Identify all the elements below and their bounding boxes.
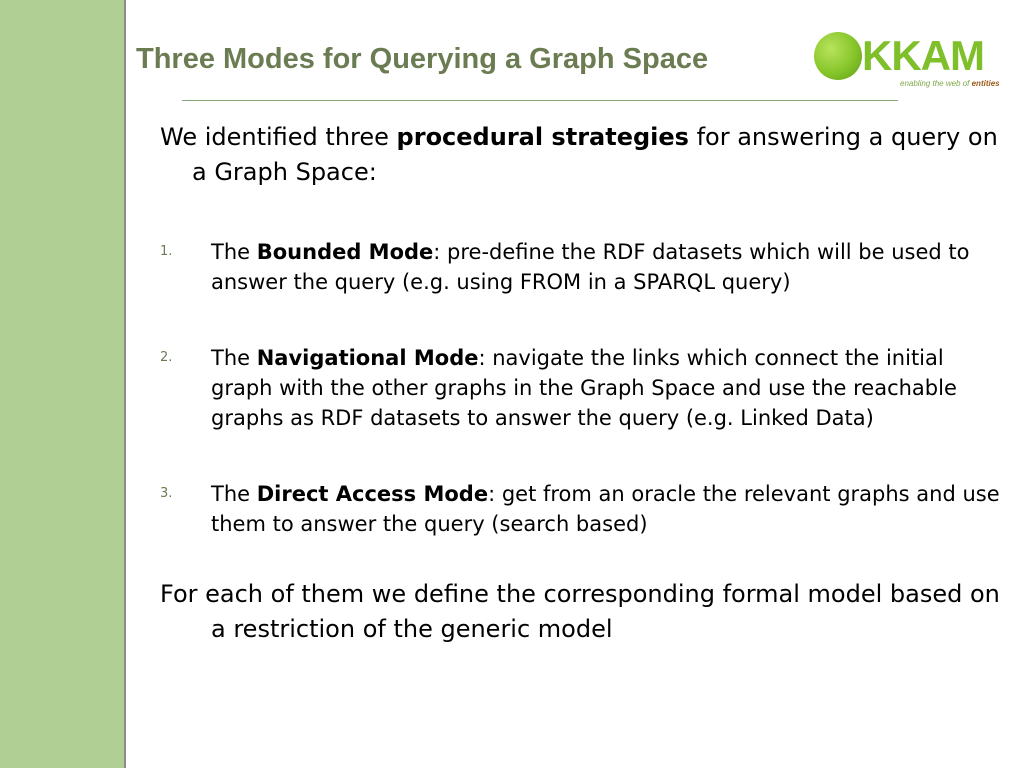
list-item-number: 1.	[160, 244, 173, 259]
left-sidebar-band	[0, 0, 126, 768]
list-item-number: 2.	[160, 350, 173, 365]
list-item-pre: The	[211, 482, 257, 506]
list-item-pre: The	[211, 240, 257, 264]
slide-title: Three Modes for Querying a Graph Space	[136, 43, 709, 75]
list-item-number: 3.	[160, 486, 173, 501]
list-item-description: : get from an oracle the relevant graphs and use them to answer the query (search based)	[211, 482, 1000, 536]
title-divider	[182, 100, 898, 101]
list-item-bounded-mode	[160, 237, 1000, 297]
intro-pre: We identified three	[160, 123, 397, 151]
logo-tagline-prefix: enabling the web of	[900, 79, 972, 88]
intro-paragraph	[160, 120, 1000, 190]
list-item-term: Bounded Mode	[256, 240, 434, 264]
list-item-term: Navigational Mode	[256, 346, 479, 370]
list-item-pre: The	[211, 346, 257, 370]
intro-bold: procedural strategies	[396, 123, 689, 151]
list-item-navigational-mode	[160, 343, 1000, 433]
okkam-logo	[812, 30, 1002, 92]
logo-tagline-bold: entities	[971, 79, 1000, 88]
logo-tagline	[900, 79, 1000, 89]
intro-post: for answering a query on a Graph Space:	[192, 123, 998, 186]
list-item-description: : navigate the links which connect the initial graph with the other graphs in the Graph Space and use the reachable graphs as RDF datasets to answer the query (e.g. Linked Data)	[211, 346, 957, 430]
conclusion-paragraph: For each of them we define the corresponding formal model based on a restriction of the generic model	[160, 580, 1000, 643]
list-item-term: Direct Access Mode	[256, 482, 489, 506]
modes-list	[160, 237, 1000, 539]
logo-circle-icon	[814, 32, 862, 80]
slide-body	[160, 120, 1000, 647]
list-item-direct-access-mode	[160, 479, 1000, 539]
logo-wordmark: KKAM	[862, 32, 984, 79]
list-item-description: : pre-define the RDF datasets which will be used to answer the query (e.g. using FROM in a SPARQL query)	[211, 240, 970, 294]
